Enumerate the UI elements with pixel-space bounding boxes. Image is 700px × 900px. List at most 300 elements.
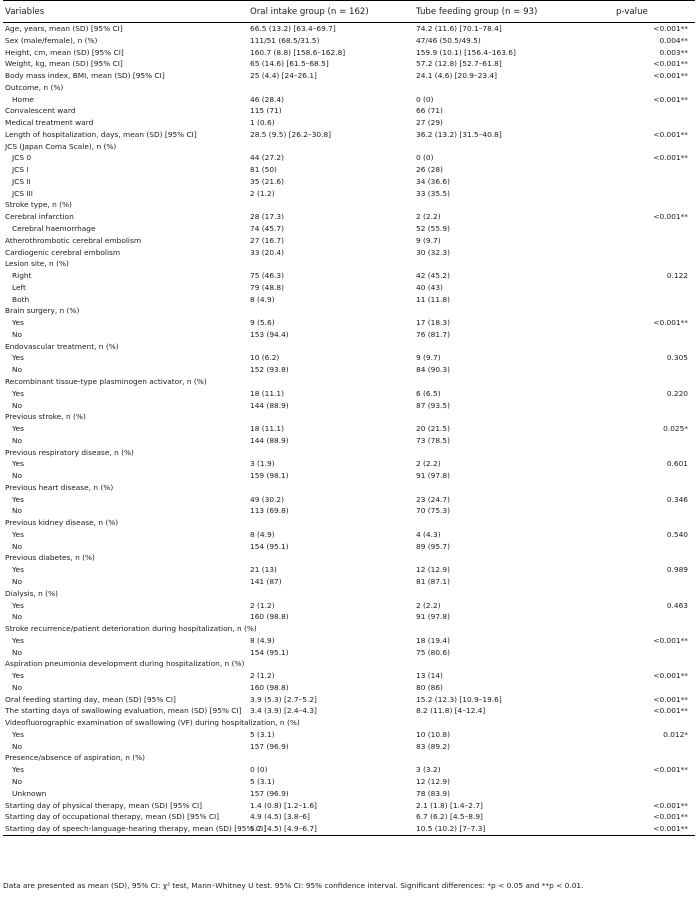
p-value-cell: 0.025* <box>663 424 688 434</box>
p-value-cell: <0.001** <box>653 706 688 716</box>
row-label: Medical treatment ward <box>5 118 94 128</box>
row-label: No <box>12 471 23 481</box>
table-row <box>3 47 695 59</box>
tube-feeding-value <box>414 623 614 635</box>
oral-intake-value: 160.7 (8.8) [158.6–162.8] <box>250 47 346 57</box>
row-label: No <box>12 329 23 339</box>
tube-feeding-value: 13 (14) <box>416 671 443 681</box>
p-value-cell: 0.122 <box>666 271 688 281</box>
p-value-cell <box>614 741 695 753</box>
tube-feeding-value: 18 (19.4) <box>416 635 450 645</box>
tube-feeding-value: 66 (71) <box>416 106 443 116</box>
oral-intake-value: 141 (87) <box>250 576 282 586</box>
oral-intake-value <box>248 482 414 494</box>
oral-intake-value <box>248 588 414 600</box>
tube-feeding-value: 75 (80.6) <box>416 647 450 657</box>
row-label: Videofluorographic examination of swallowing (VF) during hospitalization, n (%) <box>5 718 300 728</box>
tube-feeding-value: 10.5 (10.2) [7–7.3] <box>414 823 614 835</box>
tube-feeding-value <box>414 341 614 353</box>
oral-intake-value: 10 (6.2) <box>250 353 280 363</box>
oral-intake-value: 25 (4.4) [24–26.1] <box>250 71 317 81</box>
row-label: Previous stroke, n (%) <box>5 412 86 422</box>
oral-intake-value: 153 (94.4) <box>250 329 289 339</box>
table-row <box>3 341 695 353</box>
p-value-cell <box>614 117 695 129</box>
p-value-cell: 0.220 <box>666 388 688 398</box>
row-label: Yes <box>12 765 24 775</box>
oral-intake-value: 28.5 (9.5) [26.2–30.8] <box>250 129 332 139</box>
oral-intake-value <box>248 517 414 529</box>
p-value-cell <box>614 470 695 482</box>
oral-intake-value: 3.9 (5.3) [2.7–5.2] <box>250 694 317 704</box>
row-label: JCS 0 <box>12 153 32 163</box>
tube-feeding-value: 24.1 (4.6) [20.9–23.4] <box>416 71 498 81</box>
row-label: JCS III <box>12 188 33 198</box>
row-label: Starting day of speech-language-hearing therapy, mean (SD) [95% CI] <box>3 823 248 835</box>
oral-intake-value <box>248 447 414 459</box>
p-value-cell <box>614 376 695 388</box>
oral-intake-value: 27 (16.7) <box>250 235 284 245</box>
oral-intake-value: 18 (11.1) <box>250 388 284 398</box>
p-value-cell <box>614 82 695 94</box>
tube-feeding-value: 34 (36.6) <box>416 176 450 186</box>
p-value-cell: <0.001** <box>653 212 688 222</box>
row-label: Sex (male/female), n (%) <box>5 35 98 45</box>
row-label: Yes <box>12 565 24 575</box>
table-row <box>3 611 695 623</box>
tube-feeding-value: 12 (12.9) <box>416 777 450 786</box>
tube-feeding-value: 83 (89.2) <box>416 741 450 751</box>
p-value-cell: <0.001** <box>653 694 688 704</box>
row-label: Starting day of physical therapy, mean (SD) [95% CI] <box>5 800 203 810</box>
table-row <box>3 470 695 482</box>
table-row <box>3 270 695 282</box>
p-value-cell <box>614 482 695 494</box>
header-row <box>3 1 695 23</box>
oral-intake-value: 144 (88.9) <box>250 400 289 410</box>
table-row <box>3 82 695 94</box>
table-row <box>3 129 695 141</box>
p-value-cell <box>614 188 695 200</box>
tube-feeding-value: 17 (18.3) <box>416 318 450 328</box>
tube-feeding-value <box>414 258 614 270</box>
oral-intake-value: 5 (3.1) <box>250 777 275 786</box>
oral-intake-value <box>248 199 414 211</box>
p-value-cell <box>614 505 695 517</box>
p-value-cell <box>614 400 695 412</box>
tube-feeding-value: 4 (4.3) <box>416 529 441 539</box>
p-value-cell: <0.001** <box>653 129 688 139</box>
p-value-cell <box>614 658 695 670</box>
tube-feeding-value <box>414 305 614 317</box>
p-value-cell: <0.001** <box>653 671 688 681</box>
oral-intake-value: 113 (69.8) <box>250 506 289 516</box>
tube-feeding-value: 36.2 (13.2) [31.5–40.8] <box>416 129 502 139</box>
row-label: Yes <box>12 600 24 610</box>
tube-feeding-value <box>414 658 614 670</box>
oral-intake-value: 75 (46.3) <box>250 271 284 281</box>
row-label: Dialysis, n (%) <box>5 588 58 598</box>
tube-feeding-value <box>414 717 614 729</box>
tube-feeding-value <box>414 482 614 494</box>
oral-intake-value: 5.7 (4.5) [4.9–6.7] <box>248 823 414 835</box>
header-variables: Variables <box>3 1 248 23</box>
p-value-cell: 0.003** <box>659 47 688 57</box>
table-row <box>3 494 695 506</box>
oral-intake-value: 8 (4.9) <box>250 635 275 645</box>
table-row <box>3 58 695 70</box>
p-value-cell: 0.305 <box>666 353 688 363</box>
oral-intake-value: 2 (1.2) <box>250 600 275 610</box>
tube-feeding-value: 47/46 (50.5/49.5) <box>416 35 481 45</box>
tube-feeding-value <box>414 517 614 529</box>
tube-feeding-value: 2 (2.2) <box>416 600 441 610</box>
row-label: No <box>12 741 23 751</box>
oral-intake-value: 160 (98.8) <box>250 682 289 692</box>
tube-feeding-value <box>414 199 614 211</box>
row-label: Weight, kg, mean (SD) [95% CI] <box>5 59 123 69</box>
p-value-cell <box>614 199 695 211</box>
table-row <box>3 435 695 447</box>
p-value-cell: <0.001** <box>653 59 688 69</box>
oral-intake-value: 9 (5.6) <box>250 318 275 328</box>
table-row <box>3 600 695 612</box>
row-label: Oral feeding starting day, mean (SD) [95% CI] <box>5 694 176 704</box>
oral-intake-value: 33 (20.4) <box>250 247 284 257</box>
header-p-value: p-value <box>614 1 695 23</box>
table-row <box>3 423 695 435</box>
oral-intake-value: 157 (96.9) <box>250 788 289 798</box>
oral-intake-value: 44 (27.2) <box>250 153 284 163</box>
row-label: Cardiogenic cerebral embolism <box>5 247 121 257</box>
table-row <box>3 258 695 270</box>
tube-feeding-value: 76 (81.7) <box>416 329 450 339</box>
table-row <box>3 788 695 800</box>
table-row <box>3 588 695 600</box>
tube-feeding-value: 15.2 (12.3) [10.9–19.6] <box>416 694 502 704</box>
table-row <box>3 23 695 35</box>
tube-feeding-value: 91 (97.8) <box>416 612 450 622</box>
p-value-cell: <0.001** <box>653 24 688 33</box>
tube-feeding-value: 52 (55.9) <box>416 224 450 234</box>
oral-intake-value <box>248 411 414 423</box>
p-value-cell: <0.001** <box>653 812 688 822</box>
p-value-cell <box>614 364 695 376</box>
row-label: Cerebral haemorrhage <box>12 224 96 234</box>
tube-feeding-value <box>414 411 614 423</box>
row-label: Stroke type, n (%) <box>5 200 72 210</box>
table-row <box>3 317 695 329</box>
oral-intake-value: 74 (45.7) <box>250 224 284 234</box>
oral-intake-value: 8 (4.9) <box>250 529 275 539</box>
characteristics-table <box>3 0 695 836</box>
row-label: Previous heart disease, n (%) <box>5 482 114 492</box>
oral-intake-value: 66.5 (13.2) [63.4–69.7] <box>250 24 336 33</box>
tube-feeding-value: 70 (75.3) <box>416 506 450 516</box>
row-label: Home <box>12 94 34 104</box>
row-label: No <box>12 541 23 551</box>
oral-intake-value: 3 (1.9) <box>250 459 275 469</box>
row-label: No <box>12 435 23 445</box>
table-row <box>3 117 695 129</box>
oral-intake-value: 35 (21.6) <box>250 176 284 186</box>
p-value-cell <box>614 247 695 259</box>
table-row <box>3 235 695 247</box>
row-label: Unknown <box>12 788 47 798</box>
table-row <box>3 223 695 235</box>
table-row <box>3 811 695 823</box>
oral-intake-value: 2 (1.2) <box>250 671 275 681</box>
table-row <box>3 705 695 717</box>
oral-intake-value: 144 (88.9) <box>250 435 289 445</box>
tube-feeding-value <box>414 447 614 459</box>
row-label: Yes <box>12 353 24 363</box>
p-value-cell: <0.001** <box>653 800 688 810</box>
tube-feeding-value <box>414 376 614 388</box>
row-label: Previous kidney disease, n (%) <box>5 518 119 528</box>
oral-intake-value <box>248 341 414 353</box>
row-label: Cerebral infarction <box>5 212 74 222</box>
oral-intake-value: 0 (0) <box>250 765 268 775</box>
row-label: Brain surgery, n (%) <box>5 306 80 316</box>
p-value-cell <box>614 164 695 176</box>
p-value-cell <box>614 435 695 447</box>
table-row <box>3 541 695 553</box>
oral-intake-value <box>248 305 414 317</box>
row-label: No <box>12 777 23 786</box>
row-label: Yes <box>12 318 24 328</box>
p-value-cell <box>614 647 695 659</box>
tube-feeding-value: 30 (32.3) <box>416 247 450 257</box>
tube-feeding-value: 3 (3.2) <box>416 765 441 775</box>
table-row <box>3 364 695 376</box>
p-value-cell <box>614 552 695 564</box>
tube-feeding-value: 0 (0) <box>416 153 434 163</box>
oral-intake-value: 115 (71) <box>250 106 282 116</box>
tube-feeding-value: 27 (29) <box>416 118 443 128</box>
row-label: No <box>12 576 23 586</box>
p-value-cell <box>614 682 695 694</box>
table-row <box>3 458 695 470</box>
row-label: No <box>12 506 23 516</box>
tube-feeding-value: 33 (35.5) <box>416 188 450 198</box>
oral-intake-value: 157 (96.9) <box>250 741 289 751</box>
row-label: Yes <box>12 459 24 469</box>
oral-intake-value: 1 (0.6) <box>250 118 275 128</box>
table-row <box>3 176 695 188</box>
header-tube-group: Tube feeding group (n = 93) <box>414 1 614 23</box>
tube-feeding-value: 2 (2.2) <box>416 212 441 222</box>
row-label: No <box>12 400 23 410</box>
tube-feeding-value: 84 (90.3) <box>416 365 450 375</box>
p-value-cell <box>614 717 695 729</box>
p-value-cell <box>614 411 695 423</box>
table-row <box>3 552 695 564</box>
table-row <box>3 294 695 306</box>
oral-intake-value: 5 (3.1) <box>250 729 275 739</box>
row-label: Convalescent ward <box>5 106 76 116</box>
oral-intake-value: 3.4 (3.9) [2.4–4.3] <box>250 706 317 716</box>
tube-feeding-value: 42 (45.2) <box>416 271 450 281</box>
p-value-cell: <0.001** <box>653 765 688 775</box>
row-label: Age, years, mean (SD) [95% CI] <box>5 24 123 33</box>
tube-feeding-value <box>414 588 614 600</box>
table-row <box>3 741 695 753</box>
tube-feeding-value: 91 (97.8) <box>416 471 450 481</box>
table-footnote: Data are presented as mean (SD), 95% CI: χ² test, Mann–Whitney U test. 95% CI: 95% confidence interval. Significant differences: *p < 0.05 and **p < 0.01. <box>3 881 584 890</box>
table-row <box>3 211 695 223</box>
table-row <box>3 411 695 423</box>
tube-feeding-value <box>414 752 614 764</box>
p-value-cell <box>614 517 695 529</box>
table-row <box>3 164 695 176</box>
p-value-cell <box>614 788 695 800</box>
row-label: Right <box>12 271 32 281</box>
p-value-cell: <0.001** <box>653 635 688 645</box>
row-label: Height, cm, mean (SD) [95% CI] <box>5 47 124 57</box>
oral-intake-value <box>248 623 414 635</box>
oral-intake-value: 111/51 (68.5/31.5) <box>250 35 320 45</box>
row-label: Left <box>12 282 26 292</box>
p-value-cell <box>614 776 695 788</box>
table-row <box>3 199 695 211</box>
oral-intake-value: 21 (13) <box>250 565 277 575</box>
p-value-cell: <0.001** <box>653 94 688 104</box>
p-value-cell <box>614 176 695 188</box>
table-row <box>3 576 695 588</box>
table-row <box>3 729 695 741</box>
row-label: Yes <box>12 635 24 645</box>
tube-feeding-value: 80 (86) <box>416 682 443 692</box>
row-label: Body mass index, BMI, mean (SD) [95% CI] <box>5 71 165 81</box>
oral-intake-value <box>248 141 414 153</box>
table-row <box>3 188 695 200</box>
row-label: JCS I <box>12 165 29 175</box>
tube-feeding-value: 20 (21.5) <box>416 424 450 434</box>
header-oral-group: Oral intake group (n = 162) <box>248 1 414 23</box>
oral-intake-value <box>248 258 414 270</box>
p-value-cell <box>614 341 695 353</box>
row-label: Atherothrombotic cerebral embolism <box>5 235 142 245</box>
row-label: Endovascular treatment, n (%) <box>5 341 119 351</box>
row-label: Lesion site, n (%) <box>5 259 69 269</box>
table-row <box>3 647 695 659</box>
table-row <box>3 282 695 294</box>
p-value-cell <box>614 447 695 459</box>
row-label: No <box>12 365 23 375</box>
table-row <box>3 752 695 764</box>
p-value-cell <box>614 223 695 235</box>
p-value-cell: <0.001** <box>653 71 688 81</box>
row-label: Previous respiratory disease, n (%) <box>5 447 134 457</box>
oral-intake-value: 28 (17.3) <box>250 212 284 222</box>
tube-feeding-value: 10 (10.8) <box>416 729 450 739</box>
p-value-cell <box>614 141 695 153</box>
row-label: JCS (Japan Coma Scale), n (%) <box>5 141 117 151</box>
tube-feeding-value: 8.2 (11.8) [4–12.4] <box>416 706 486 716</box>
table-row <box>3 800 695 812</box>
row-label: Outcome, n (%) <box>5 82 64 92</box>
tube-feeding-value: 6.7 (6.2) [4.5–8.9] <box>416 812 483 822</box>
table-row <box>3 247 695 259</box>
table-row <box>3 623 695 635</box>
tube-feeding-value: 12 (12.9) <box>416 565 450 575</box>
p-value-cell <box>614 588 695 600</box>
table-row <box>3 505 695 517</box>
p-value-cell: 0.540 <box>666 529 688 539</box>
oral-intake-value <box>248 82 414 94</box>
tube-feeding-value <box>414 552 614 564</box>
tube-feeding-value: 81 (87.1) <box>416 576 450 586</box>
tube-feeding-value <box>414 141 614 153</box>
oral-intake-value: 8 (4.9) <box>250 294 275 304</box>
oral-intake-value: 4.9 (4.5) [3.8–6] <box>250 812 310 822</box>
p-value-cell <box>614 623 695 635</box>
tube-feeding-value: 9 (9.7) <box>416 353 441 363</box>
p-value-cell: <0.001** <box>653 153 688 163</box>
oral-intake-value: 1.4 (0.8) [1.2–1.6] <box>250 800 317 810</box>
p-value-cell: <0.001** <box>614 823 695 835</box>
tube-feeding-value: 87 (93.5) <box>416 400 450 410</box>
table-row <box>3 152 695 164</box>
table-row <box>3 35 695 47</box>
table-row <box>3 482 695 494</box>
oral-intake-value: 79 (48.8) <box>250 282 284 292</box>
row-label: Starting day of occupational therapy, mean (SD) [95% CI] <box>5 812 220 822</box>
row-label: Stroke recurrence/patient deterioration during hospitalization, n (%) <box>5 624 257 634</box>
table-row <box>3 105 695 117</box>
table-row <box>3 658 695 670</box>
table-header <box>3 1 695 23</box>
row-label: Presence/absence of aspiration, n (%) <box>5 753 146 763</box>
row-label: No <box>12 647 23 657</box>
row-label: Yes <box>12 424 24 434</box>
table-row <box>3 694 695 706</box>
tube-feeding-value: 74.2 (11.6) [70.1–78.4] <box>416 24 502 33</box>
p-value-cell: 0.004** <box>659 35 688 45</box>
row-label: Previous diabetes, n (%) <box>5 553 95 563</box>
tube-feeding-value: 40 (43) <box>416 282 443 292</box>
tube-feeding-value: 57.2 (12.8) [52.7–61.8] <box>416 59 502 69</box>
p-value-cell <box>614 305 695 317</box>
oral-intake-value: 154 (95.1) <box>250 647 289 657</box>
tube-feeding-value: 78 (83.9) <box>416 788 450 798</box>
p-value-cell: <0.001** <box>653 318 688 328</box>
row-label: Recombinant tissue-type plasminogen activator, n (%) <box>5 376 207 386</box>
table-row <box>3 670 695 682</box>
oral-intake-value <box>248 752 414 764</box>
table-row <box>3 141 695 153</box>
p-value-cell <box>614 329 695 341</box>
table-row <box>3 388 695 400</box>
oral-intake-value: 154 (95.1) <box>250 541 289 551</box>
tube-feeding-value: 0 (0) <box>416 94 434 104</box>
table-row <box>3 764 695 776</box>
row-label: Aspiration pneumonia development during hospitalization, n (%) <box>5 659 245 669</box>
tube-feeding-value: 159.9 (10.1) [156.4–163.6] <box>416 47 516 57</box>
row-label: Yes <box>12 494 24 504</box>
table-row <box>3 329 695 341</box>
p-value-cell: 0.601 <box>666 459 688 469</box>
table-row <box>3 682 695 694</box>
row-label: No <box>12 612 23 622</box>
oral-intake-value: 49 (30.2) <box>250 494 284 504</box>
p-value-cell: 0.346 <box>666 494 688 504</box>
p-value-cell <box>614 576 695 588</box>
table-row <box>3 717 695 729</box>
row-label: No <box>12 682 23 692</box>
p-value-cell <box>614 294 695 306</box>
